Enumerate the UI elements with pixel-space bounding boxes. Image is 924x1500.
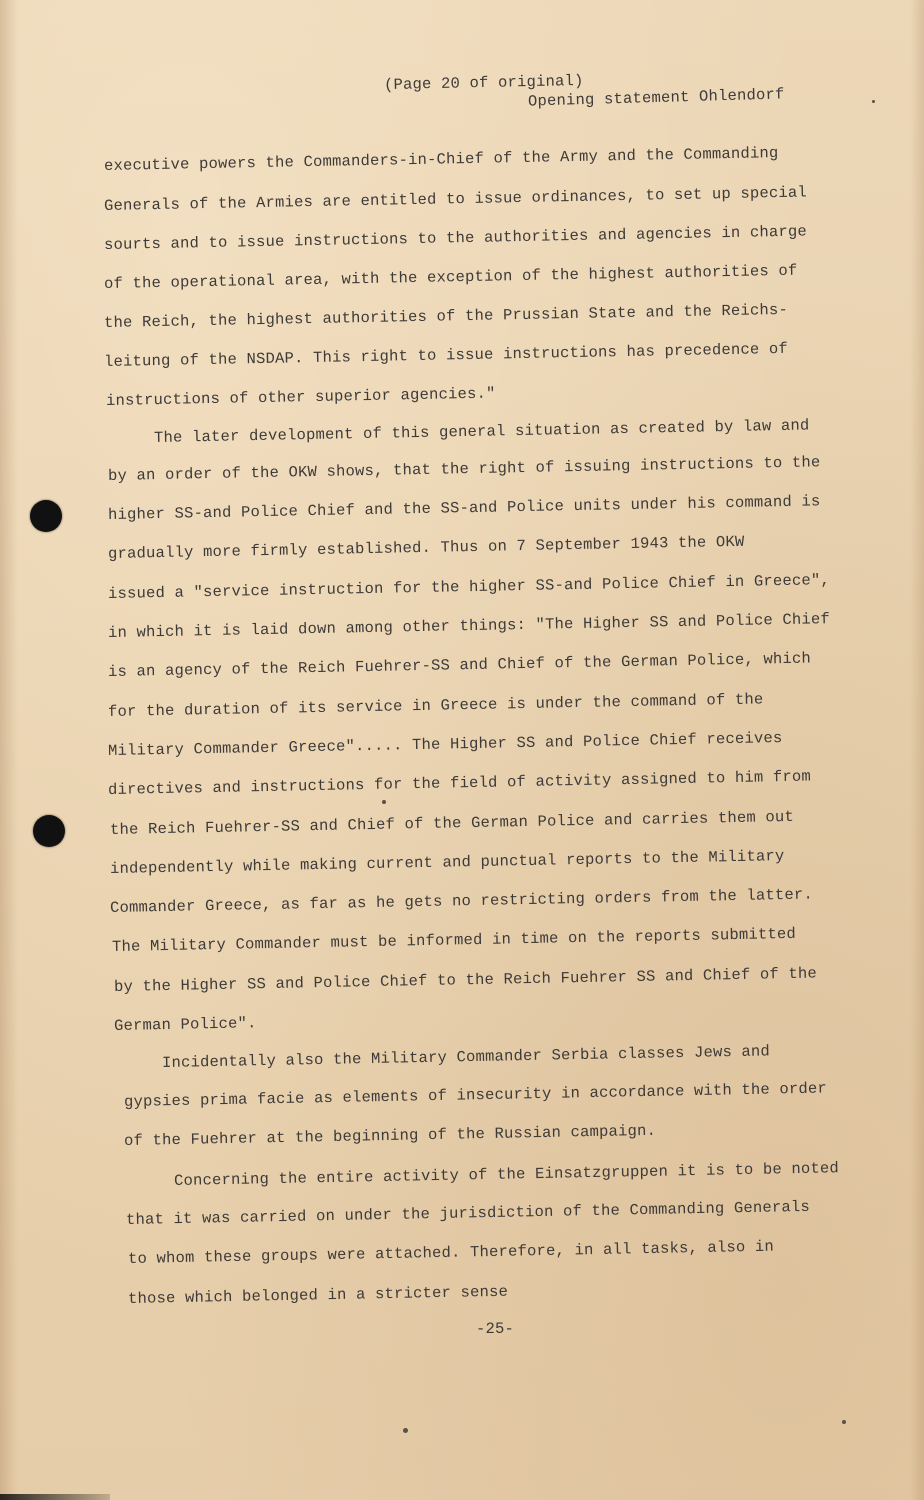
text-line: by an order of the OKW shows, that the right of issuing instructions to the xyxy=(107,453,821,485)
text-line: German Police". xyxy=(113,1014,257,1035)
text-line: Military Commander Greece"..... The Higher SS and Police Chief receives xyxy=(107,729,783,760)
text-line: leitung of the NSDAP. This right to issue instructions has precedence of xyxy=(103,339,789,371)
text-line: the Reich Fuehrer-SS and Chief of the German Police and carries them out xyxy=(109,807,795,839)
text-line: Commander Greece, as far as he gets no restricting orders from the latter. xyxy=(109,885,814,917)
text-line: higher SS-and Police Chief and the SS-and Police units under his command is xyxy=(107,492,821,524)
text-line: in which it is laid down among other things: "The Higher SS and Police Chief xyxy=(107,610,831,642)
text-line: by the Higher SS and Police Chief to the Reich Fuehrer SS and Chief of the xyxy=(113,964,818,996)
page-number: -25- xyxy=(476,1320,515,1338)
text-line: The Military Commander must be informed in time on the reports submitted xyxy=(111,924,797,956)
text-line: is an agency of the Reich Fuehrer-SS and Chief of the German Police, which xyxy=(107,649,812,681)
text-line: those which belonged in a stricter sense xyxy=(127,1282,509,1308)
text-line: to whom these groups were attached. Therefore, in all tasks, also in xyxy=(127,1237,775,1268)
paper-speck xyxy=(872,100,875,103)
paper-speck xyxy=(403,1428,408,1433)
text-line: that it was carried on under the jurisdiction of the Commanding Generals xyxy=(125,1197,811,1229)
text-line: issued a "service instruction for the higher SS-and Police Chief in Greece", xyxy=(107,571,831,603)
document-title: Opening statement Ohlendorf xyxy=(527,85,785,111)
punch-hole xyxy=(33,815,65,847)
text-line: gradually more firmly established. Thus on 7 September 1943 the OKW xyxy=(107,532,745,563)
text-line: of the operational area, with the exception of the highest authorities of xyxy=(103,261,798,293)
text-line: sourts and to issue instructions to the authorities and agencies in charge xyxy=(103,222,808,254)
text-line: The later development of this general situation as created by law and xyxy=(153,416,810,447)
text-line: directives and instructions for the field of activity assigned to him from xyxy=(107,767,812,799)
edge-mark xyxy=(0,1494,110,1500)
punch-hole xyxy=(30,500,62,532)
text-line: for the duration of its service in Greece is under the command of the xyxy=(107,690,764,721)
text-line: gypsies prima facie as elements of insecurity in accordance with the order xyxy=(123,1079,828,1111)
text-line: Concerning the entire activity of the Einsatzgruppen it is to be noted xyxy=(173,1159,840,1190)
paper-speck xyxy=(842,1420,846,1424)
text-line: the Reich, the highest authorities of the Prussian State and the Reichs- xyxy=(103,300,789,332)
text-line: Generals of the Armies are entitled to issue ordinances, to set up special xyxy=(103,183,808,215)
text-line: instructions of other superior agencies." xyxy=(105,384,496,410)
text-line: Incidentally also the Military Commander Serbia classes Jews and xyxy=(161,1042,771,1072)
text-line: of the Fuehrer at the beginning of the Russian campaign. xyxy=(123,1121,657,1150)
text-line: independently while making current and punctual reports to the Military xyxy=(109,847,785,878)
page-reference: (Page 20 of original) xyxy=(383,71,584,95)
text-line: executive powers the Commanders-in-Chief of the Army and the Commanding xyxy=(103,144,779,175)
paper-speck xyxy=(382,800,386,804)
